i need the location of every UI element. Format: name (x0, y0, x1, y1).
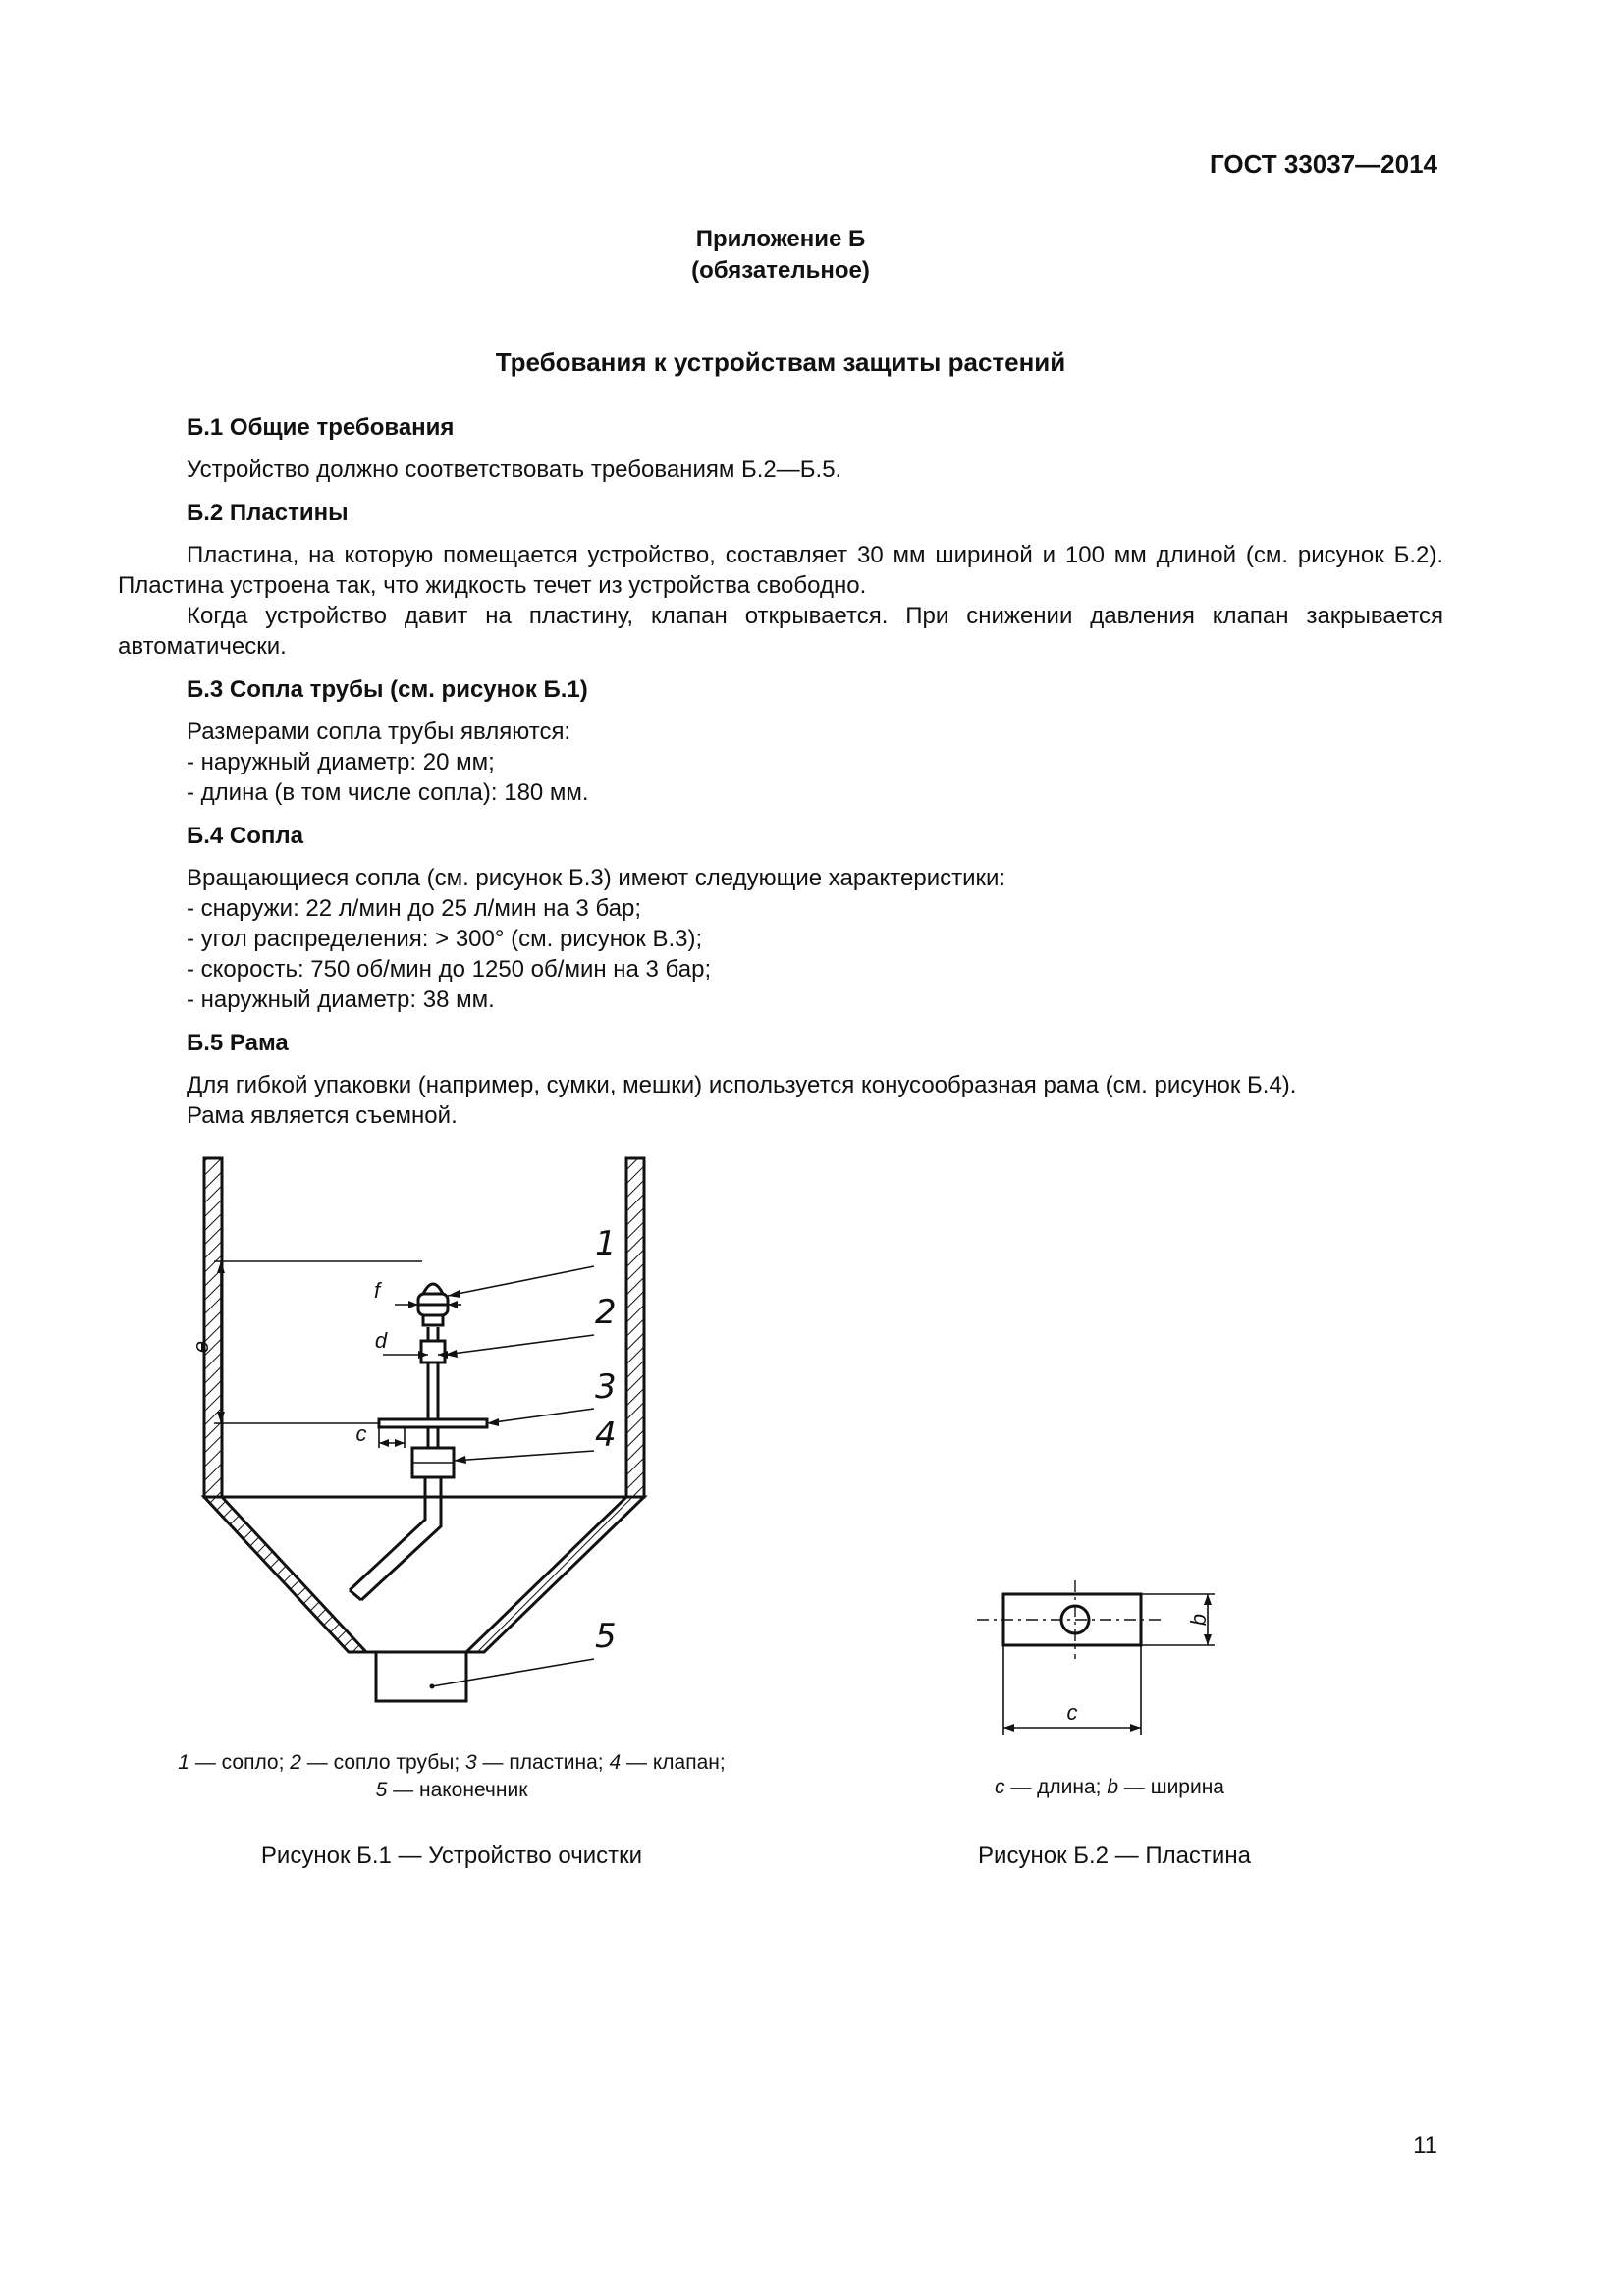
list-item: - наружный диаметр: 38 мм. (187, 987, 495, 1013)
list-item: - наружный диаметр: 20 мм; (187, 749, 495, 775)
section-b2-heading: Б.2 Пластины (187, 500, 349, 526)
figure-2-legend: c — длина; b — ширина (995, 1776, 1224, 1798)
callout-2: 2 (595, 1293, 617, 1332)
callout-3: 3 (595, 1367, 617, 1407)
figure-1-legend: 1 — сопло; 2 — сопло трубы; 3 — пластина; 4 — клапан; 5 — наконечник (178, 1751, 726, 1801)
dimension-b-label: b (1186, 1613, 1211, 1627)
section-b5-paragraph-2: Рама является съемной. (187, 1102, 458, 1129)
section-b1-heading: Б.1 Общие требования (187, 414, 455, 441)
list-item: - снаружи: 22 л/мин до 25 л/мин на 3 бар; (187, 895, 641, 922)
section-b4-heading: Б.4 Сопла (187, 823, 304, 849)
section-b3-intro: Размерами сопла трубы являются: (187, 719, 571, 745)
section-b4-intro: Вращающиеся сопла (см. рисунок Б.3) имеют следующие характеристики: (187, 865, 1006, 891)
dimension-d-label: d (374, 1328, 388, 1353)
section-b3-heading: Б.3 Сопла трубы (см. рисунок Б.1) (187, 676, 588, 703)
page-number: 11 (1413, 2132, 1437, 2159)
section-b5-paragraph-1: Для гибкой упаковки (например, сумки, мешки) используется конусообразная рама (см. рисунок Б.4). (187, 1072, 1297, 1098)
annex-title: Приложение Б (695, 226, 866, 252)
annex-status: (обязательное) (691, 257, 870, 284)
dimension-f-label: f (373, 1278, 381, 1303)
callout-5: 5 (595, 1617, 617, 1656)
callout-4: 4 (595, 1415, 617, 1455)
figure-2-plate-drawing (967, 1571, 1272, 1757)
callout-1: 1 (595, 1224, 617, 1263)
annex-heading (0, 224, 1561, 287)
section-b2-paragraph-1: Пластина, на которую помещается устройство, составляет 30 мм шириной и 100 мм длиной (см. рисунок Б.2). Пластина устроена так, что жидкость течет из устройства свободно. (118, 542, 1443, 599)
figure-1-cleaning-device-drawing (147, 1148, 697, 1728)
section-b5-heading: Б.5 Рама (187, 1030, 289, 1056)
standard-code: ГОСТ 33037—2014 (1210, 149, 1437, 179)
section-b1-text: Устройство должно соответствовать требованиям Б.2—Б.5. (187, 456, 842, 483)
document-body (118, 412, 1443, 1131)
list-item: - угол распределения: > 300° (см. рисунок В.3); (187, 926, 703, 952)
section-b2-paragraph-2: Когда устройство давит на пластину, клапан открывается. При снижении давления клапан закрывается автоматически. (118, 603, 1443, 660)
list-item: - скорость: 750 об/мин до 1250 об/мин на 3 бар; (187, 956, 712, 983)
dimension-e-label: e (189, 1340, 213, 1354)
list-item: - длина (в том числе сопла): 180 мм. (187, 779, 589, 806)
figure-2-title: Рисунок Б.2 — Пластина (978, 1842, 1251, 1869)
document-title: Требования к устройствам защиты растений (495, 347, 1066, 377)
figure-1-title: Рисунок Б.1 — Устройство очистки (260, 1842, 643, 1869)
dimension-c-label: c (1066, 1700, 1078, 1725)
dimension-c-label: c (355, 1421, 367, 1446)
